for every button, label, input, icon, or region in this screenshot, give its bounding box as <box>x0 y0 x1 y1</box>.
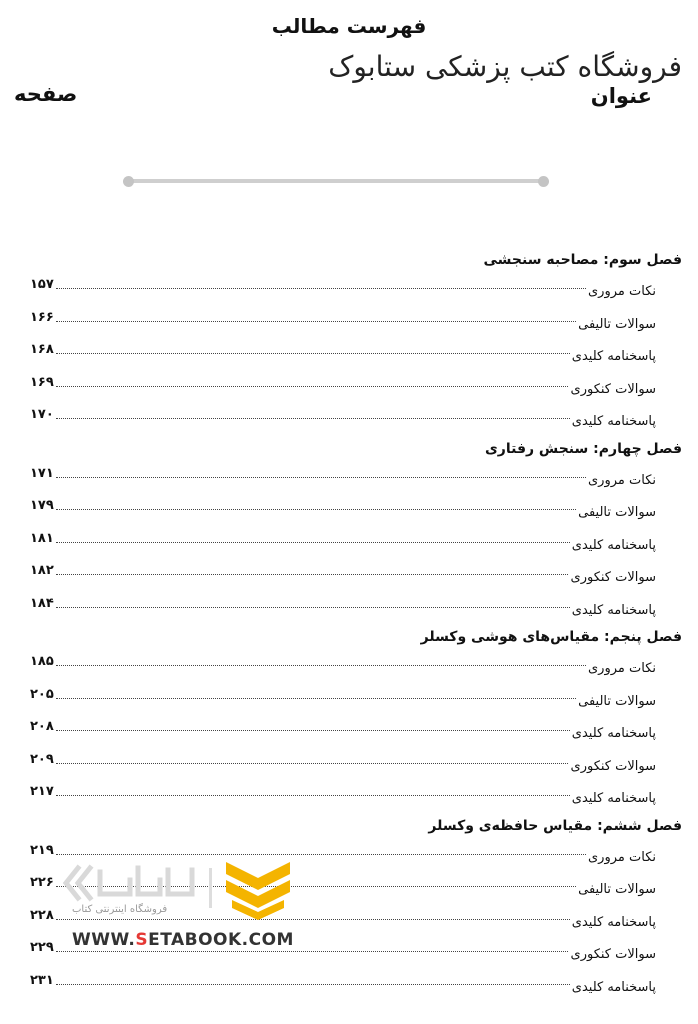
toc-entry[interactable] <box>30 307 682 340</box>
dot-leader <box>56 386 656 387</box>
column-page-heading: صفحه <box>14 82 78 106</box>
entry-page-number: ۲۲۹ <box>30 940 54 955</box>
chapter <box>30 437 682 626</box>
entry-label: سوالات کنکوری <box>570 758 656 774</box>
dot-leader <box>56 730 656 731</box>
entry-page-number: ۱۶۹ <box>30 374 54 390</box>
chevron-logo-icon <box>222 858 294 920</box>
watermark-tagline: فروشگاه اینترنتی کتاب <box>72 904 168 915</box>
entry-label: پاسخنامه کلیدی <box>571 537 656 553</box>
toc-entry[interactable] <box>30 495 682 528</box>
entry-label: پاسخنامه کلیدی <box>571 726 656 741</box>
entry-page-number: ۱۸۲ <box>30 563 54 578</box>
entry-page-number: ۱۷۹ <box>30 498 54 513</box>
entry-label: سوالات تالیفی <box>578 693 656 709</box>
toc-entry[interactable] <box>30 716 682 749</box>
chapter-title: فصل چهارم: سنجش رفتاری <box>484 440 682 457</box>
dot-leader <box>56 353 656 354</box>
url-suffix: ETABOOK.COM <box>148 930 294 950</box>
dot-leader <box>56 574 656 575</box>
entry-page-number: ۱۸۴ <box>30 595 54 611</box>
watermark-url <box>72 930 294 950</box>
entry-page-number: ۲۰۹ <box>30 751 54 767</box>
dot-leader <box>56 698 656 699</box>
toc-entry[interactable] <box>30 339 682 372</box>
entry-page-number: ۱۶۸ <box>30 342 54 357</box>
entry-label: سوالات تالیفی <box>578 505 656 520</box>
dot-leader <box>56 984 656 985</box>
dot-leader <box>56 919 656 920</box>
column-title-heading: عنوان <box>590 84 652 108</box>
toc-entry[interactable] <box>30 560 682 593</box>
dot-leader <box>56 542 656 543</box>
entry-page-number: ۲۰۵ <box>30 686 54 702</box>
entry-page-number: ۱۷۰ <box>30 407 54 422</box>
entry-label: نکات مروری <box>588 472 656 488</box>
entry-label: پاسخنامه کلیدی <box>571 979 656 995</box>
divider-dot-left <box>123 176 134 187</box>
url-accent: S <box>135 930 149 950</box>
toc-entry[interactable] <box>30 970 682 1003</box>
entry-page-number: ۱۶۶ <box>30 309 54 325</box>
entry-page-number: ۱۷۱ <box>30 465 54 481</box>
store-name: فروشگاه کتب پزشکی ستابوک <box>328 50 682 83</box>
divider-line <box>129 179 543 183</box>
entry-label: پاسخنامه کلیدی <box>571 349 656 364</box>
url-prefix: WWW. <box>72 930 136 950</box>
logo-separator <box>209 868 212 908</box>
dot-leader <box>56 795 656 796</box>
toc-entry[interactable] <box>30 684 682 717</box>
toc-entry[interactable] <box>30 463 682 496</box>
entry-page-number: ۱۸۱ <box>30 530 54 546</box>
dot-leader <box>56 763 656 764</box>
chapter <box>30 625 682 814</box>
entry-label: سوالات تالیفی <box>578 316 656 332</box>
entry-label: نکات مروری <box>588 284 656 299</box>
dot-leader <box>56 288 656 289</box>
dot-leader <box>56 854 656 855</box>
toc-entry[interactable] <box>30 274 682 307</box>
dot-leader <box>56 321 656 322</box>
setabook-logo <box>60 858 200 908</box>
entry-page-number: ۲۱۹ <box>30 842 54 858</box>
entry-label: سوالات کنکوری <box>570 570 656 585</box>
divider-dot-right <box>538 176 549 187</box>
page-title: فهرست مطالب <box>271 14 427 38</box>
dot-leader <box>56 418 656 419</box>
entry-label: پاسخنامه کلیدی <box>571 914 656 930</box>
dot-leader <box>56 607 656 608</box>
chapter-title: فصل پنجم: مقیاس‌های هوشی وکسلر <box>420 629 682 645</box>
entry-page-number: ۱۵۷ <box>30 277 54 292</box>
entry-page-number: ۲۱۷ <box>30 784 54 799</box>
toc-entry[interactable] <box>30 404 682 437</box>
toc-entry[interactable] <box>30 651 682 684</box>
dot-leader <box>56 509 656 510</box>
dot-leader <box>56 665 656 666</box>
entry-label: نکات مروری <box>588 849 656 865</box>
entry-label: سوالات کنکوری <box>570 947 656 962</box>
toc-entry[interactable] <box>30 528 682 561</box>
chapter-title: فصل سوم: مصاحبه سنجشی <box>483 252 682 268</box>
toc-entry[interactable] <box>30 593 682 626</box>
entry-label: نکات مروری <box>588 661 656 676</box>
entry-label: پاسخنامه کلیدی <box>571 414 656 429</box>
entry-page-number: ۲۲۸ <box>30 907 54 923</box>
entry-page-number: ۲۳۱ <box>30 972 54 988</box>
entry-label: سوالات کنکوری <box>570 381 656 397</box>
chapter-title: فصل ششم: مقیاس حافظه‌ی وکسلر <box>428 817 682 834</box>
entry-page-number: ۱۸۵ <box>30 654 54 669</box>
entry-page-number: ۲۰۸ <box>30 719 54 734</box>
entry-label: پاسخنامه کلیدی <box>571 791 656 806</box>
toc-entry[interactable] <box>30 781 682 814</box>
entry-label: پاسخنامه کلیدی <box>571 602 656 618</box>
toc-entry[interactable] <box>30 749 682 782</box>
toc-entry[interactable] <box>30 372 682 405</box>
entry-label: سوالات تالیفی <box>578 882 656 897</box>
entry-page-number: ۲۲۶ <box>30 875 54 890</box>
dot-leader <box>56 477 656 478</box>
chapter <box>30 248 682 437</box>
dot-leader <box>56 951 656 952</box>
